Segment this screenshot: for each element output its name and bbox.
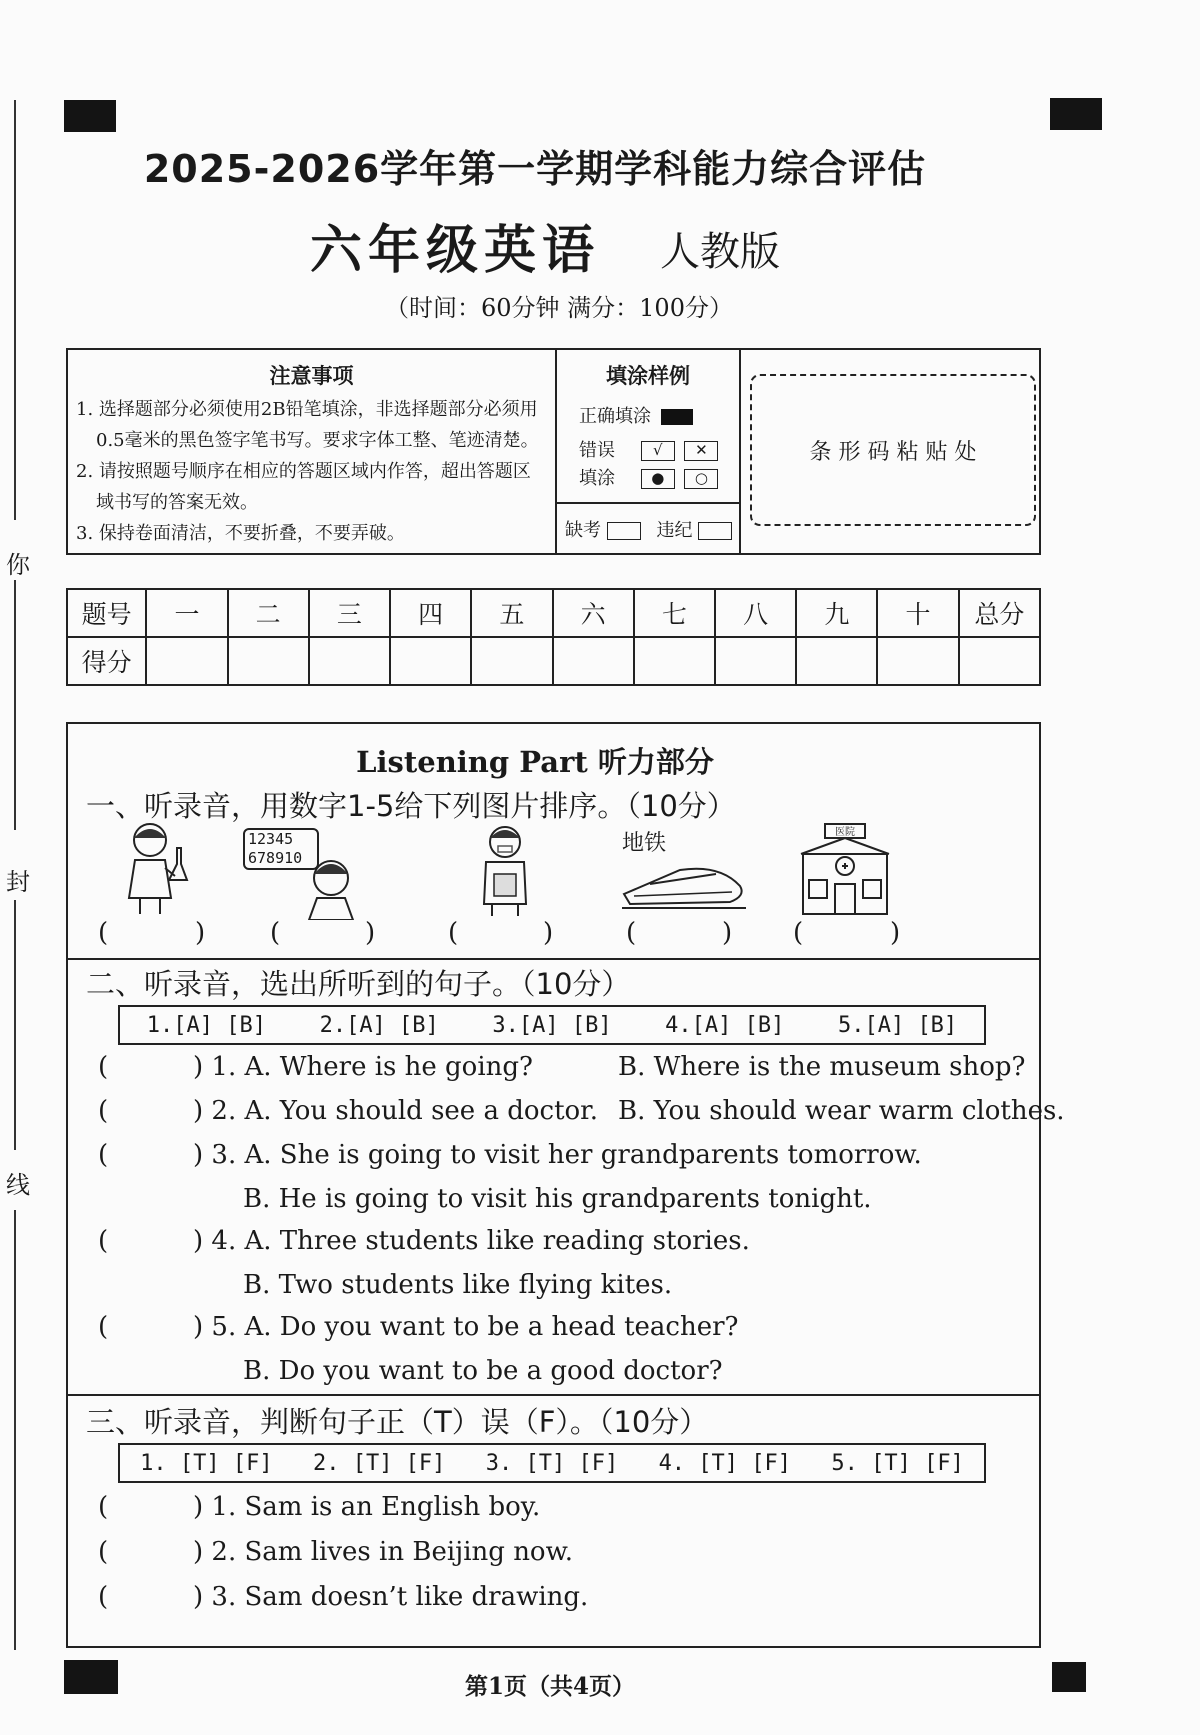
corner-marker-bottom-right [1052,1662,1086,1692]
hospital-sign: 医院 [835,827,855,838]
section-1-heading: 一、听录音，用数字1-5给下列图片排序。（10分） [86,789,736,823]
notice-item: 1. 选择题部分必须使用2B铅笔填涂，非选择题部分必须用 [76,399,538,420]
wrong-fill-label-2: 填涂 [579,468,615,489]
table-cell: 得分 [67,637,146,685]
notice-title: 注意事项 [269,363,354,388]
table-cell: 八 [715,589,796,637]
table-cell: 四 [390,589,471,637]
table-cell: 总分 [959,589,1040,637]
absent-checkbox[interactable] [607,522,641,540]
binding-line [14,900,16,1150]
time-info: （时间：60分钟 满分：100分） [385,294,733,322]
score-cell[interactable] [796,637,877,685]
question-3-3: ) 3. Sam doesn’t like drawing. [193,1582,589,1612]
score-table-score-row [67,637,1040,685]
question-2-4-option-a: ) 4. A. Three students like reading stories. [193,1226,750,1256]
question-2-1-option-b: B. Where is the museum shop? [618,1052,1026,1082]
table-cell: 题号 [67,589,146,637]
answer-option[interactable]: 2.[A] [B] [319,1012,439,1038]
table-cell: 九 [796,589,877,637]
corner-marker-bottom-left [64,1660,118,1694]
binding-char: 线 [6,1171,30,1199]
answer-blank[interactable]: ( [98,1582,109,1612]
numbers-speech-picture [243,828,373,920]
answer-blank[interactable]: ( [98,1226,109,1256]
binding-line [14,580,16,830]
sick-boy-picture [470,818,540,918]
answer-option[interactable]: 3. [T] [F] [485,1450,619,1476]
answer-blank-close: ) [722,918,733,948]
subway-train-picture [620,856,750,912]
corner-marker-top-right [1050,98,1102,130]
answer-blank[interactable]: ( [98,1052,109,1082]
numbers-line-2: 678910 [248,849,303,867]
violation-label: 违纪 [656,520,693,541]
question-2-2-option-a: ) 2. A. You should see a doctor. [193,1096,599,1126]
question-2-1-option-a: ) 1. A. Where is he going? [193,1052,533,1082]
section-2-heading: 二、听录音，选出所听到的句子。（10分） [86,967,631,1001]
binding-line [14,1210,16,1650]
subway-label: 地铁 [622,831,667,856]
answer-option[interactable]: 4. [T] [F] [658,1450,792,1476]
score-cell[interactable] [146,637,227,685]
edition-label: 人教版 [660,229,780,275]
score-table-header-row [67,589,1040,637]
corner-marker-top-left [64,100,116,132]
answer-option[interactable]: 5. [T] [F] [831,1450,964,1476]
answer-option[interactable]: 5.[A] [B] [837,1012,958,1038]
answer-option[interactable]: 3.[A] [B] [492,1012,612,1038]
barcode-area [750,374,1036,526]
notice-item: 2. 请按照题号顺序在相应的答题区域内作答，超出答题区 [76,461,531,482]
violation-checkbox[interactable] [698,522,732,540]
section-3-heading: 三、听录音，判断句子正（T）误（F）。（10分） [86,1405,709,1439]
correct-fill-mark [661,409,693,425]
binding-char: 封 [6,868,30,896]
table-cell: 五 [471,589,552,637]
listening-title: Listening Part 听力部分 [356,745,714,779]
question-2-3-option-b: B. He is going to visit his grandparents tonight. [243,1184,872,1214]
score-cell[interactable] [877,637,958,685]
notice-panel [66,348,1041,555]
answer-option[interactable]: 1. [T] [F] [140,1450,273,1476]
binding-char: 你 [6,551,30,579]
dot-mark-sample: ● [641,469,675,489]
correct-fill-label: 正确填涂 [579,406,651,427]
answer-blank[interactable]: ( [626,918,637,948]
answer-blank[interactable]: ( [270,918,281,948]
answer-blank[interactable]: ( [448,918,459,948]
page-number: 第1页（共4页） [465,1673,636,1700]
question-2-5-option-b: B. Do you want to be a good doctor? [243,1356,723,1386]
score-table [66,588,1041,686]
table-cell: 七 [634,589,715,637]
score-cell[interactable] [959,637,1040,685]
answer-blank[interactable]: ( [793,918,804,948]
answer-blank[interactable]: ( [98,1537,109,1567]
answer-blank-close: ) [195,918,206,948]
question-2-2-option-b: B. You should wear warm clothes. [618,1096,1065,1126]
score-cell[interactable] [715,637,796,685]
notice-item: 0.5毫米的黑色签字笔书写。要求字体工整、笔迹清楚。 [96,430,539,451]
answer-blank[interactable]: ( [98,1140,109,1170]
answer-blank[interactable]: ( [98,918,109,948]
answer-option[interactable]: 1.[A] [B] [146,1012,266,1038]
answer-blank[interactable]: ( [98,1096,109,1126]
table-cell: 二 [228,589,309,637]
section-divider [66,958,1041,960]
score-cell[interactable] [390,637,471,685]
notice-item: 3. 保持卷面清洁，不要折叠，不要弄破。 [76,523,405,544]
score-cell[interactable] [471,637,552,685]
wrong-fill-label: 错误 [579,440,615,461]
subject-title: 六年级英语 [310,220,601,281]
cross-mark-sample: ✕ [684,441,718,461]
numbers-line-1: 12345 [248,830,294,848]
score-cell[interactable] [634,637,715,685]
section-3-answer-box [118,1443,986,1483]
score-cell[interactable] [553,637,634,685]
table-cell: 十 [877,589,958,637]
question-2-4-option-b: B. Two students like flying kites. [243,1270,673,1300]
fill-sample-title: 填涂样例 [606,363,690,388]
table-cell: 三 [309,589,390,637]
answer-blank-close: ) [365,918,376,948]
question-3-1: ) 1. Sam is an English boy. [193,1492,541,1522]
answer-blank[interactable]: ( [98,1492,109,1522]
circle-mark-sample: ○ [684,469,718,489]
table-cell: 六 [553,589,634,637]
absent-label: 缺考 [565,520,601,541]
question-2-3-option-a: ) 3. A. She is going to visit her grandparents tomorrow. [193,1140,922,1170]
answer-blank-close: ) [543,918,554,948]
answer-option[interactable]: 2. [T] [F] [312,1450,446,1476]
table-cell: 一 [146,589,227,637]
question-2-5-option-a: ) 5. A. Do you want to be a head teacher? [193,1312,739,1342]
answer-blank-close: ) [890,918,901,948]
question-3-2: ) 2. Sam lives in Beijing now. [193,1537,574,1567]
score-cell[interactable] [228,637,309,685]
section-2-answer-box [118,1005,986,1045]
notice-item: 域书写的答案无效。 [96,492,258,513]
answer-option[interactable]: 4.[A] [B] [665,1012,785,1038]
girl-scientist-picture [115,818,195,918]
exam-title: 2025-2026学年第一学期学科能力综合评估 [143,147,927,191]
hospital-picture [795,820,895,918]
barcode-label: 条 形 码 粘 贴 处 [809,439,977,465]
score-cell[interactable] [309,637,390,685]
check-mark-sample: √ [641,441,675,461]
answer-blank[interactable]: ( [98,1312,109,1342]
section-divider [66,1394,1041,1396]
